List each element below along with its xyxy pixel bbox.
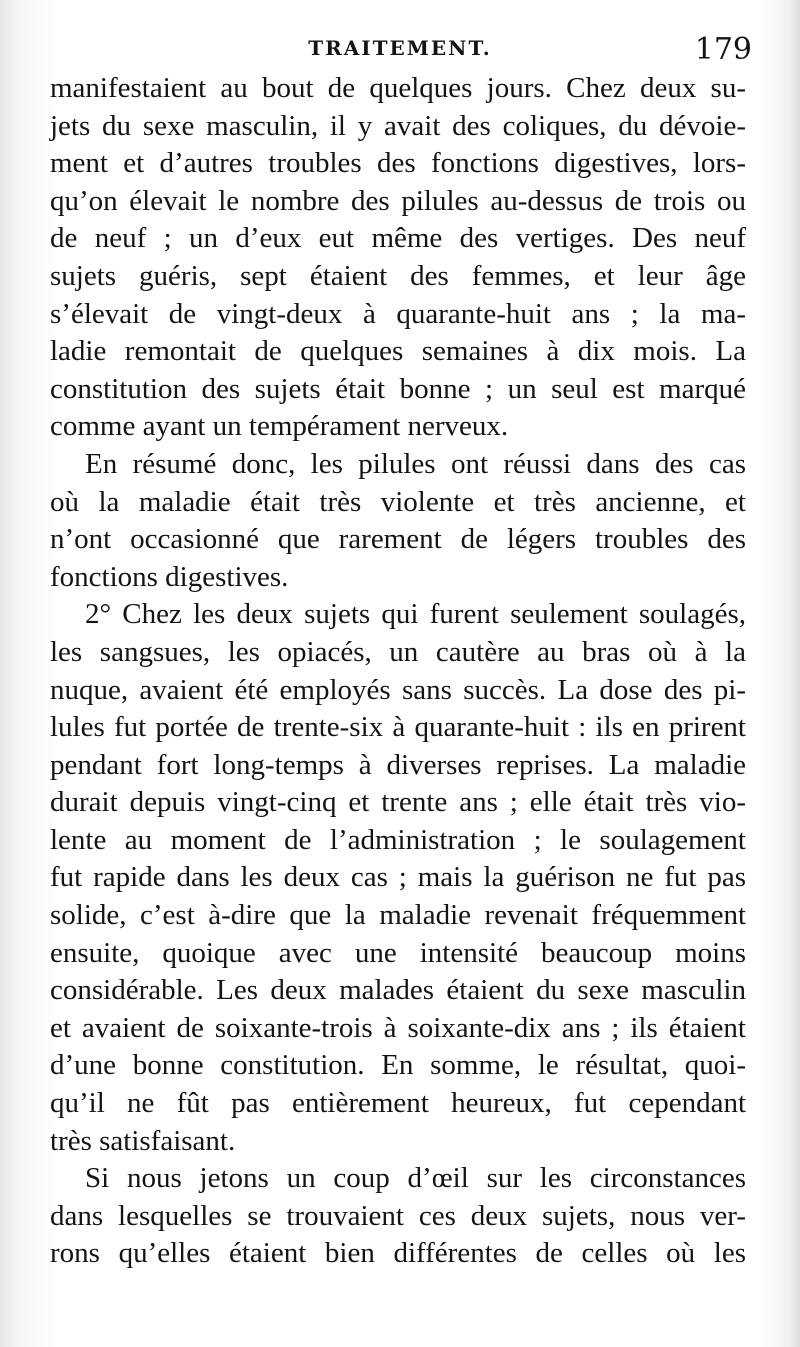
text-line: de neuf ; un d’eux eut même des vertiges. Des neuf <box>50 222 746 255</box>
text-line: très satisfaisant. <box>50 1124 236 1157</box>
text-line: qu’il ne fût pas entièrement heureux, fut cependant <box>50 1087 746 1120</box>
text-line: lules fut portée de trente-six à quarante-huit : ils en prirent <box>50 711 746 744</box>
text-line: ladie remontait de quelques semaines à dix mois. La <box>50 335 746 368</box>
text-line: ment et d’autres troubles des fonctions digestives, lors- <box>50 147 746 180</box>
text-line: fonctions digestives. <box>50 560 289 593</box>
text-line: En résumé donc, les pilules ont réussi dans des cas <box>85 447 746 480</box>
text-line: Si nous jetons un coup d’œil sur les circonstances <box>85 1162 746 1195</box>
text-line: d’une bonne constitution. En somme, le résultat, quoi- <box>50 1049 746 1082</box>
text-line: lente au moment de l’administration ; le soulagement <box>50 823 746 856</box>
text-line: qu’on élevait le nombre des pilules au-dessus de trois ou <box>50 184 746 217</box>
running-head: TRAITEMENT. <box>308 36 492 60</box>
paragraph-1 <box>50 70 746 446</box>
paragraph-3 <box>50 596 746 1160</box>
body-text <box>50 70 746 1273</box>
text-line: solide, c’est à-dire que la maladie revenait fréquemment <box>50 899 746 932</box>
page-number: 179 <box>694 32 752 67</box>
text-line: constitution des sujets était bonne ; un seul est marqué <box>50 372 746 405</box>
text-line: ensuite, quoique avec une intensité beaucoup moins <box>50 936 746 969</box>
text-line: sujets guéris, sept étaient des femmes, et leur âge <box>50 259 746 292</box>
text-line: et avaient de soixante-trois à soixante-dix ans ; ils étaient <box>50 1011 746 1044</box>
text-line: comme ayant un tempérament nerveux. <box>50 410 509 443</box>
text-line: fut rapide dans les deux cas ; mais la guérison ne fut pas <box>50 861 746 894</box>
text-line: les sangsues, les opiacés, un cautère au bras où à la <box>50 635 746 668</box>
text-line: s’élevait de vingt-deux à quarante-huit ans ; la ma- <box>50 297 746 330</box>
text-line: durait depuis vingt-cinq et trente ans ; elle était très vio- <box>50 786 746 819</box>
text-line: rons qu’elles étaient bien différentes de celles où les <box>50 1237 746 1270</box>
text-line: n’ont occasionné que rarement de légers troubles des <box>50 523 746 556</box>
text-line: nuque, avaient été employés sans succès. La dose des pi- <box>50 673 746 706</box>
paragraph-2 <box>50 446 746 596</box>
text-line: manifestaient au bout de quelques jours. Chez deux su- <box>50 72 746 104</box>
page-header <box>48 28 752 68</box>
text-line: dans lesquelles se trouvaient ces deux sujets, nous ver- <box>50 1199 746 1232</box>
text-line: pendant fort long-temps à diverses reprises. La maladie <box>50 748 746 781</box>
text-line: 2° Chez les deux sujets qui furent seulement soulagés, <box>85 598 746 631</box>
text-line: où la maladie était très violente et très ancienne, et <box>50 485 746 518</box>
paragraph-4 <box>50 1160 746 1273</box>
text-line: jets du sexe masculin, il y avait des coliques, du dévoie- <box>50 109 746 142</box>
text-line: considérable. Les deux malades étaient du sexe masculin <box>50 974 746 1007</box>
